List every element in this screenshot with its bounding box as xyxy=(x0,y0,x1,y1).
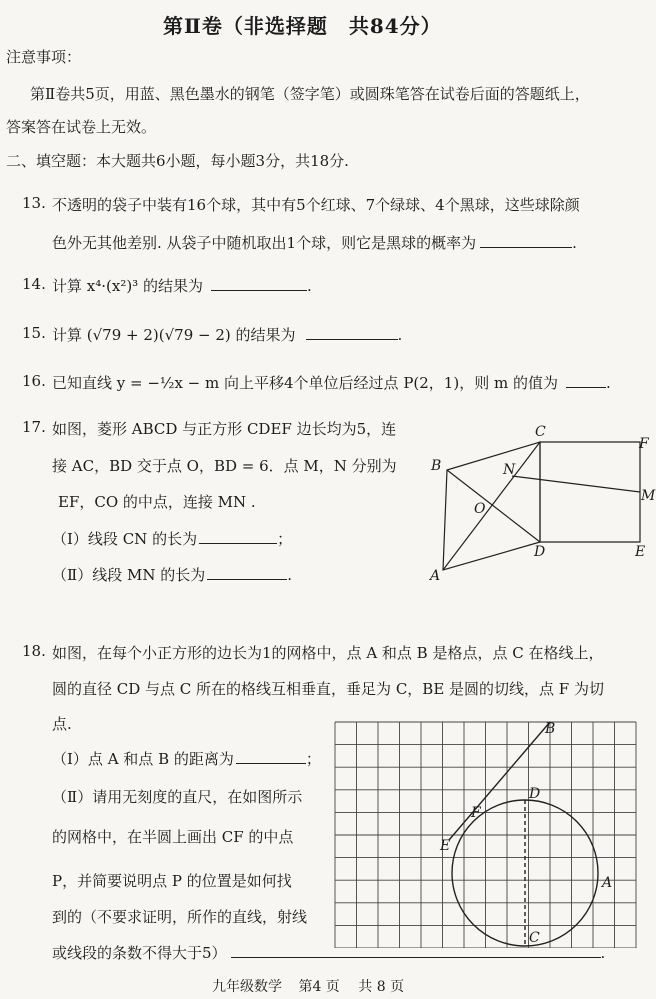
question-18-line-3: 点. xyxy=(52,715,72,733)
question-14-text: 计算 x⁴·(x²)³ 的结果为 . xyxy=(52,277,312,295)
question-15-number: 15. xyxy=(22,324,46,342)
paper-title: 第Ⅱ卷（非选择题 共84分） xyxy=(163,14,442,38)
footer-grade: 九年级数学 xyxy=(212,979,282,995)
label-b-18: B xyxy=(545,721,556,737)
label-f-18: F xyxy=(471,805,481,821)
label-a-18: A xyxy=(602,875,613,891)
label-c: C xyxy=(535,424,546,440)
answer-blank-14[interactable] xyxy=(211,276,307,291)
question-18-sub-2e: 或线段的条数不得大于5） . xyxy=(52,944,606,962)
question-18-sub-2b: 的网格中，在半圆上画出 CF 的中点 xyxy=(52,828,294,846)
answer-blank-15[interactable] xyxy=(306,325,398,340)
label-n: N xyxy=(503,462,516,478)
answer-blank-18-1[interactable] xyxy=(236,749,306,764)
label-e: E xyxy=(635,544,646,560)
question-16-text: 已知直线 y = −½x − m 向上平移4个单位后经过点 P(2，1)，则 m 的值为 . xyxy=(52,374,611,392)
question-18-line-1: 如图，在每个小正方形的边长为1的网格中，点 A 和点 B 是格点，点 C 在格线上， xyxy=(52,644,604,662)
footer-total: 共 8 页 xyxy=(358,979,405,995)
notice-line-2: 答案答在试卷上无效。 xyxy=(6,118,157,136)
answer-blank-17-1[interactable] xyxy=(199,529,277,544)
question-17-line-2: 接 AC，BD 交于点 O，BD = 6．点 M，N 分别为 xyxy=(52,457,397,475)
footer-page: 第4 页 xyxy=(298,979,340,995)
label-o: O xyxy=(474,501,486,517)
question-13-number: 13. xyxy=(22,194,46,212)
question-18-sub-2c: P，并简要说明点 P 的位置是如何找 xyxy=(52,872,292,890)
question-18-sub-1: （Ⅰ）点 A 和点 B 的距离为 ； xyxy=(52,750,321,768)
question-13-line-1: 不透明的袋子中装有16个球，其中有5个红球、7个绿球、4个黑球，这些球除颜 xyxy=(52,196,580,214)
label-c-18: C xyxy=(529,930,540,946)
question-17-line-3: EF，CO 的中点，连接 MN . xyxy=(58,493,256,511)
label-e-18: E xyxy=(440,838,451,854)
question-15-text: 计算 (√79 + 2)(√79 − 2) 的结果为 . xyxy=(52,326,403,344)
label-a: A xyxy=(430,568,441,584)
figure-18-grid xyxy=(333,720,637,948)
question-17-number: 17. xyxy=(22,418,46,436)
question-16-number: 16. xyxy=(22,372,46,390)
grid-lines xyxy=(335,722,636,948)
notice-label: 注意事项： xyxy=(6,48,82,66)
figure-17-rhombus-square xyxy=(425,420,656,585)
answer-blank-17-2[interactable] xyxy=(207,565,287,580)
answer-blank-13[interactable] xyxy=(480,233,572,248)
question-17-line-1: 如图，菱形 ABCD 与正方形 CDEF 边长均为5，连 xyxy=(52,420,397,438)
label-m: M xyxy=(641,488,656,504)
question-14-number: 14. xyxy=(22,275,46,293)
question-13-line-2: 色外无其他差别. 从袋子中随机取出1个球，则它是黑球的概率为 . xyxy=(52,234,577,252)
question-18-sub-2a: （Ⅱ）请用无刻度的直尺，在如图所示 xyxy=(52,788,303,806)
question-18-sub-2d: 到的（不要求证明，所作的直线，射线 xyxy=(52,908,308,926)
answer-blank-16[interactable] xyxy=(566,373,606,388)
section-heading: 二、填空题：本大题共6小题，每小题3分，共18分. xyxy=(6,152,349,170)
label-d: D xyxy=(534,544,546,560)
question-18-number: 18. xyxy=(22,642,46,660)
notice-line-1: 第Ⅱ卷共5页，用蓝、黑色墨水的钢笔（签字笔）或圆珠笔答在试卷后面的答题纸上， xyxy=(30,85,590,103)
footer xyxy=(212,976,404,996)
label-b: B xyxy=(431,458,442,474)
question-17-sub-2: （Ⅱ）线段 MN 的长为 . xyxy=(52,566,292,584)
label-f: F xyxy=(639,436,649,452)
label-d-18: D xyxy=(529,786,541,802)
question-17-sub-1: （Ⅰ）线段 CN 的长为 ； xyxy=(52,530,293,548)
question-18-line-2: 圆的直径 CD 与点 C 所在的格线互相垂直，垂足为 C，BE 是圆的切线，点 F 为切 xyxy=(52,680,604,698)
